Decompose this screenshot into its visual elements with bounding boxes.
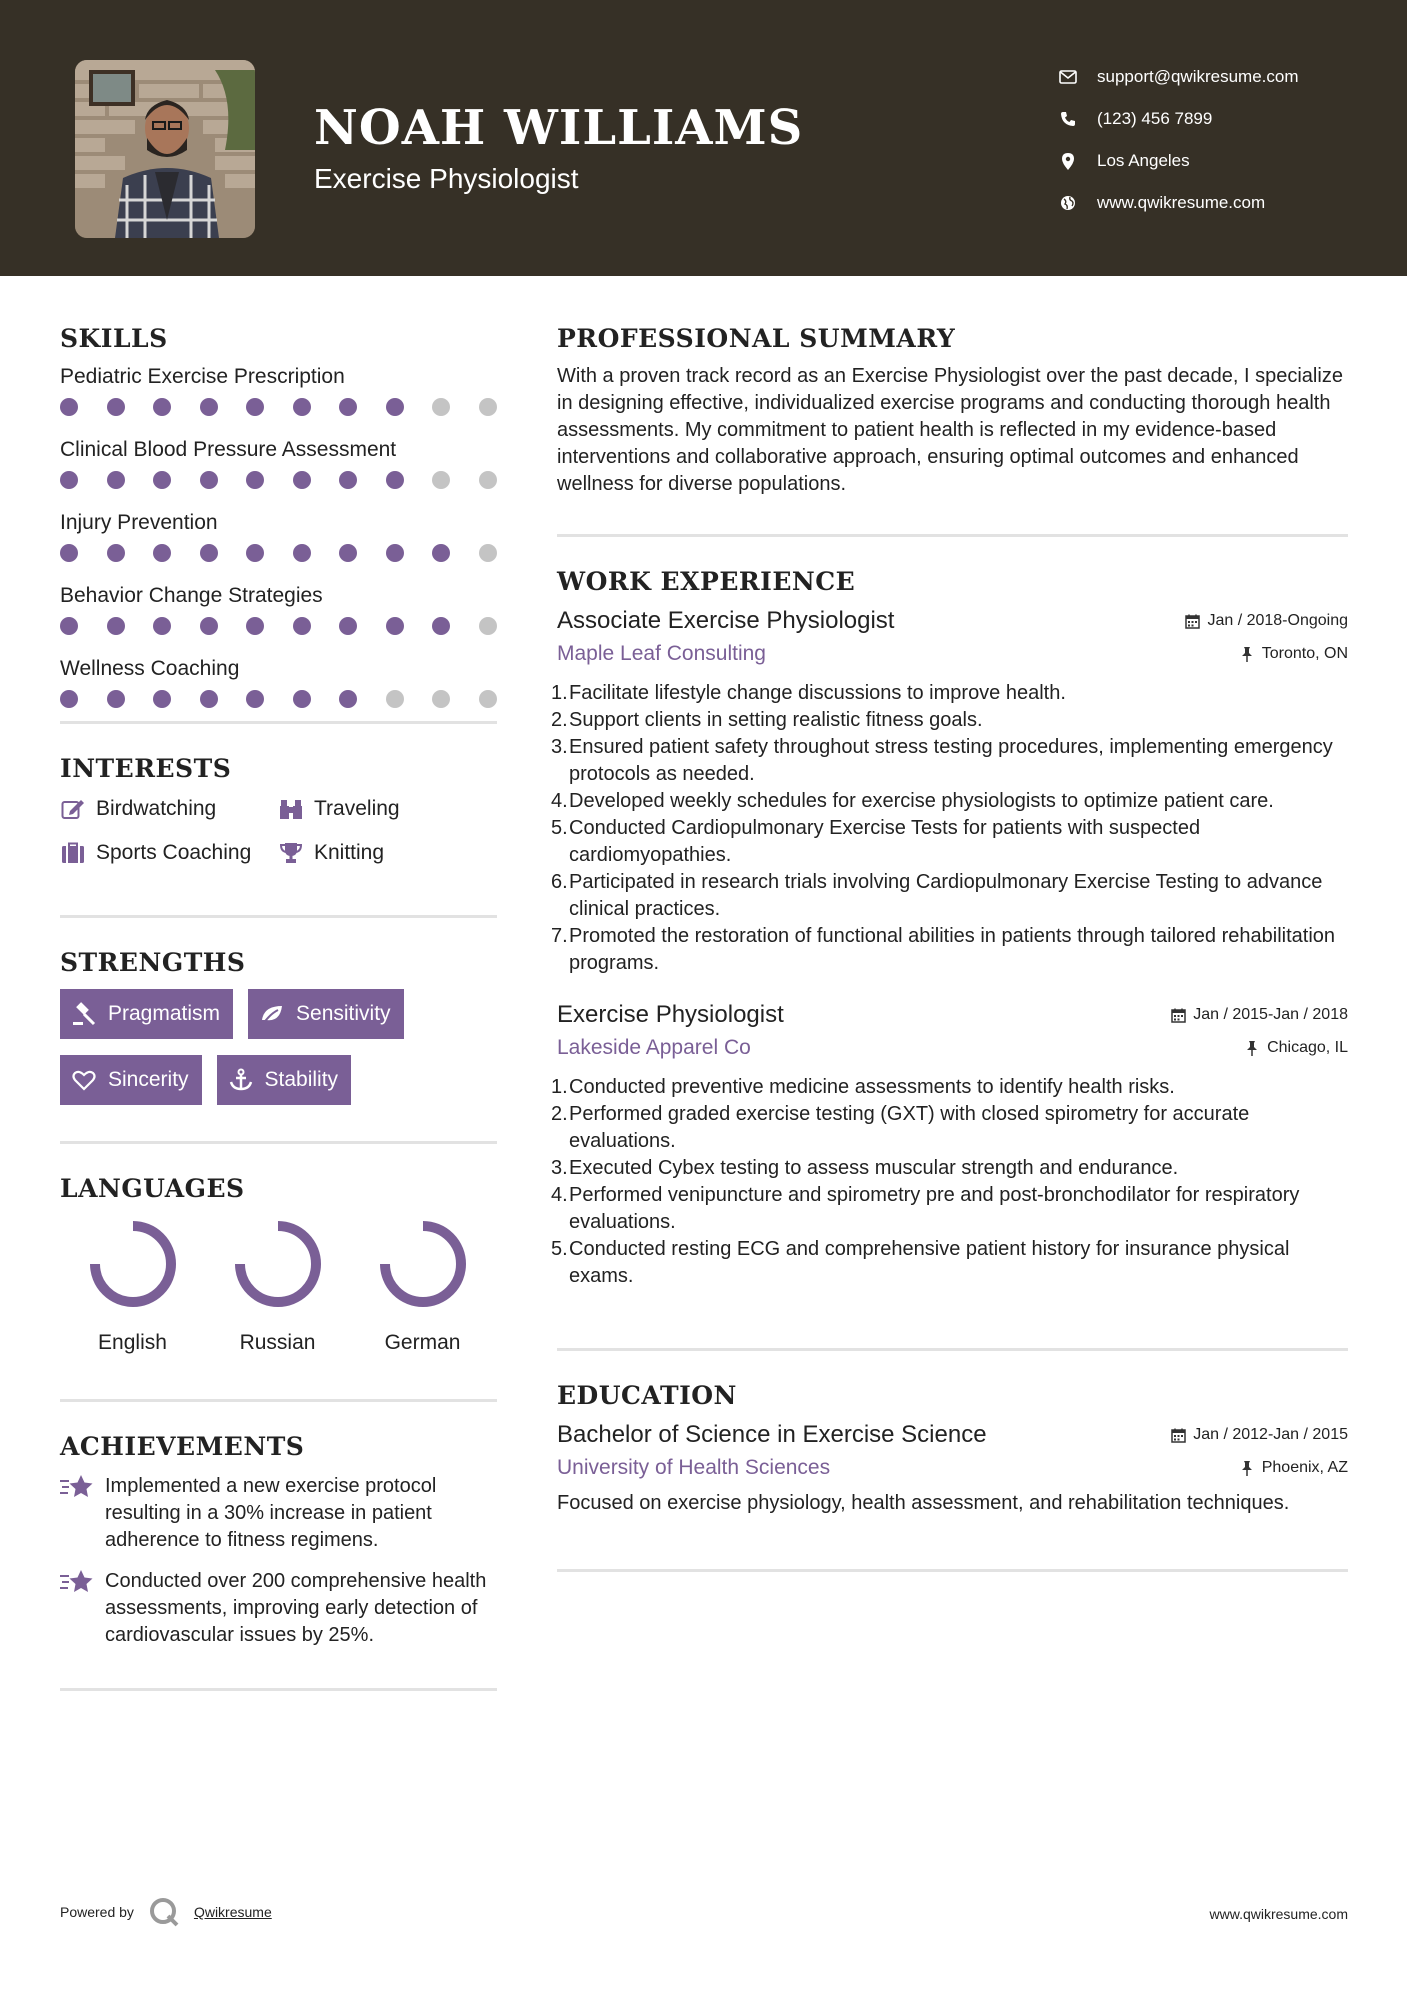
globe-icon	[1050, 195, 1086, 211]
skill-dot	[479, 617, 497, 635]
education-location	[1238, 1459, 1348, 1477]
phone-icon	[1050, 111, 1086, 127]
skill-dot	[479, 690, 497, 708]
candidate-role: Exercise Physiologist	[314, 163, 579, 194]
skill-dot	[60, 398, 78, 416]
skill-dot	[107, 544, 125, 562]
achievement-item	[60, 1568, 497, 1649]
skill-dot	[107, 398, 125, 416]
education-location-text: Phoenix, AZ	[1261, 1459, 1348, 1476]
skill-dot	[432, 690, 450, 708]
education-dates	[1169, 1426, 1348, 1444]
pushpin-icon	[1243, 1039, 1261, 1057]
contact-email-text: support@qwikresume.com	[1097, 67, 1299, 86]
job-entry	[551, 604, 1348, 977]
list-item: 1. Conducted preventive medicine assessments to identify health risks.	[551, 1076, 1175, 1098]
skill-dot	[293, 471, 311, 489]
list-item: 3. Executed Cybex testing to assess muscular strength and endurance.	[551, 1157, 1179, 1179]
leaf-icon	[260, 1002, 284, 1026]
job-entry	[551, 998, 1348, 1290]
contact-website-text: www.qwikresume.com	[1097, 193, 1266, 212]
qwikresume-link[interactable]: Qwikresume	[193, 1904, 272, 1920]
skill-dot	[293, 544, 311, 562]
company-name: Lakeside Apparel Co	[557, 1036, 751, 1059]
achievement-text: Implemented a new exercise protocol resulting in a 30% increase in patient adherence to fitness regimens.	[105, 1475, 437, 1551]
language-ring-arc	[240, 1226, 316, 1302]
interest-label: Birdwatching	[96, 797, 217, 820]
skill-item	[60, 508, 497, 581]
skill-dot	[107, 690, 125, 708]
skill-dot	[432, 398, 450, 416]
skill-dot	[153, 471, 171, 489]
interest-item	[60, 838, 278, 868]
qwikresume-logo-icon	[148, 1896, 180, 1928]
achievement-item	[60, 1473, 497, 1554]
language-ring-arc	[95, 1226, 171, 1302]
edit-icon	[60, 796, 86, 822]
footer-powered-by	[60, 1896, 272, 1928]
star-icon	[60, 1568, 94, 1596]
skill-dot	[386, 471, 404, 489]
job-dates	[1183, 612, 1348, 630]
school-name: University of Health Sciences	[557, 1456, 831, 1479]
language-name: Russian	[239, 1331, 316, 1354]
skill-dot	[153, 398, 171, 416]
education-dates-text: Jan / 2012-Jan / 2015	[1193, 1426, 1348, 1443]
calendar-icon	[1183, 612, 1201, 630]
job-location-text: Chicago, IL	[1267, 1039, 1348, 1056]
list-item: 5. Conducted resting ECG and comprehensive patient history for insurance physical exams.	[551, 1238, 1290, 1287]
skill-dot	[339, 690, 357, 708]
skill-dot	[386, 617, 404, 635]
star-icon	[60, 1473, 94, 1501]
strength-tag	[248, 989, 404, 1039]
education-description: Focused on exercise physiology, health assessment, and rehabilitation techniques.	[557, 1492, 1290, 1514]
skill-dot	[432, 544, 450, 562]
heart-icon	[72, 1068, 96, 1092]
strength-label: Sincerity	[108, 1068, 189, 1091]
skill-dot	[339, 544, 357, 562]
contact-email[interactable]	[1050, 56, 1380, 98]
skill-dot	[293, 690, 311, 708]
anchor-icon	[229, 1068, 253, 1092]
skill-dot	[479, 471, 497, 489]
skill-dot	[246, 617, 264, 635]
skill-dot	[339, 471, 357, 489]
job-dates-text: Jan / 2015-Jan / 2018	[1193, 1006, 1348, 1023]
job-location	[1243, 1039, 1348, 1057]
list-item: 2. Performed graded exercise testing (GXT) with closed spirometry for accurate evaluations.	[551, 1103, 1250, 1152]
skill-dot	[153, 690, 171, 708]
skills-title: SKILLS	[60, 324, 168, 353]
job-location	[1238, 645, 1348, 663]
language-ring	[88, 1219, 178, 1309]
job-title: Exercise Physiologist	[557, 1001, 784, 1028]
binoculars-icon	[278, 796, 304, 822]
strength-tag	[60, 989, 233, 1039]
skill-item	[60, 435, 497, 508]
skill-name: Pediatric Exercise Prescription	[60, 365, 345, 388]
candidate-name: NOAH WILLIAMS	[314, 100, 804, 156]
skill-dot	[386, 690, 404, 708]
contact-location	[1050, 140, 1380, 182]
trophy-icon	[278, 840, 304, 866]
strength-label: Stability	[264, 1068, 339, 1091]
skill-dot	[293, 398, 311, 416]
skill-dot	[200, 617, 218, 635]
interest-label: Sports Coaching	[96, 841, 252, 864]
language-item	[60, 1219, 205, 1355]
list-item: 2. Support clients in setting realistic fitness goals.	[551, 709, 983, 731]
strength-tag	[217, 1055, 352, 1105]
skill-dot	[339, 617, 357, 635]
language-ring	[233, 1219, 323, 1309]
skill-dot	[479, 398, 497, 416]
skill-item	[60, 581, 497, 654]
skill-item	[60, 654, 497, 716]
skill-dot	[60, 544, 78, 562]
experience-title: WORK EXPERIENCE	[557, 567, 856, 596]
skill-dot	[432, 471, 450, 489]
list-item: 4. Performed venipuncture and spirometry pre and post-bronchodilator for respiratory evaluations.	[551, 1184, 1300, 1233]
job-dates-text: Jan / 2018-Ongoing	[1207, 612, 1348, 629]
resume-header	[0, 0, 1407, 276]
footer-website[interactable]: www.qwikresume.com	[1209, 1906, 1348, 1922]
skill-rating	[60, 465, 497, 495]
skill-dot	[246, 690, 264, 708]
list-item: 3. Ensured patient safety throughout stress testing procedures, implementing emergency protocols as needed.	[551, 736, 1333, 785]
skill-name: Wellness Coaching	[60, 657, 240, 680]
envelope-icon	[1050, 70, 1086, 84]
skill-rating	[60, 611, 497, 641]
company-name: Maple Leaf Consulting	[557, 642, 766, 665]
skill-rating	[60, 538, 497, 568]
gavel-icon	[72, 1002, 96, 1026]
language-name: English	[98, 1331, 167, 1354]
skill-dot	[107, 617, 125, 635]
summary-title: PROFESSIONAL SUMMARY	[557, 324, 956, 353]
interests-list	[60, 794, 497, 868]
language-item	[350, 1219, 495, 1355]
contact-phone-text: (123) 456 7899	[1097, 109, 1213, 128]
contact-list	[1050, 56, 1380, 224]
skill-dot	[246, 398, 264, 416]
achievements-list	[60, 1473, 497, 1649]
skill-dot	[60, 617, 78, 635]
list-item: 6. Participated in research trials involving Cardiopulmonary Exercise Testing to advance clinical practices.	[551, 871, 1323, 920]
achievement-text: Conducted over 200 comprehensive health assessments, improving early detection of cardiovascular issues by 25%.	[105, 1570, 487, 1646]
education-entry	[557, 1418, 1348, 1517]
job-dates	[1169, 1006, 1348, 1024]
interests-title: INTERESTS	[60, 754, 232, 783]
left-column	[60, 276, 497, 1691]
skill-rating	[60, 684, 497, 714]
education-title: EDUCATION	[557, 1381, 737, 1410]
job-bullets	[551, 680, 1348, 977]
strength-tag	[60, 1055, 202, 1105]
skill-dot	[386, 398, 404, 416]
powered-by-label: Powered by	[60, 1904, 134, 1920]
pushpin-icon	[1238, 645, 1256, 663]
list-item: 7. Promoted the restoration of functional abilities in patients through tailored rehabilitation programs.	[551, 925, 1336, 974]
achievements-title: ACHIEVEMENTS	[60, 1432, 305, 1461]
briefcase-icon	[60, 840, 86, 866]
degree-title: Bachelor of Science in Exercise Science	[557, 1421, 987, 1448]
skill-rating	[60, 392, 497, 422]
skill-dot	[339, 398, 357, 416]
calendar-icon	[1169, 1006, 1187, 1024]
skill-dot	[200, 471, 218, 489]
strengths-list	[60, 989, 497, 1105]
section-divider	[60, 1688, 497, 1691]
skill-dot	[200, 398, 218, 416]
languages-title: LANGUAGES	[60, 1174, 245, 1203]
skill-dot	[60, 690, 78, 708]
skill-dot	[60, 471, 78, 489]
interest-label: Traveling	[314, 797, 400, 820]
interest-label: Knitting	[314, 841, 385, 864]
skill-dot	[153, 544, 171, 562]
language-name: German	[384, 1331, 461, 1354]
contact-phone[interactable]	[1050, 98, 1380, 140]
languages-list	[60, 1219, 497, 1355]
skill-dot	[386, 544, 404, 562]
job-title: Associate Exercise Physiologist	[557, 607, 895, 634]
contact-location-text: Los Angeles	[1097, 151, 1190, 170]
skill-dot	[200, 544, 218, 562]
skill-name: Behavior Change Strategies	[60, 584, 323, 607]
job-location-text: Toronto, ON	[1261, 645, 1348, 662]
skills-list	[60, 362, 497, 716]
list-item: 5. Conducted Cardiopulmonary Exercise Tests for patients with suspected cardiomyopathies.	[551, 817, 1201, 866]
interest-item	[278, 794, 497, 824]
skill-item	[60, 362, 497, 435]
map-pin-icon	[1050, 153, 1086, 170]
skill-dot	[293, 617, 311, 635]
skill-dot	[479, 544, 497, 562]
skill-dot	[107, 471, 125, 489]
contact-website[interactable]	[1050, 182, 1380, 224]
skill-dot	[246, 471, 264, 489]
calendar-icon	[1169, 1426, 1187, 1444]
profile-photo	[75, 60, 255, 238]
pushpin-icon	[1238, 1459, 1256, 1477]
skill-name: Injury Prevention	[60, 511, 218, 534]
strength-label: Sensitivity	[296, 1002, 391, 1025]
interest-item	[278, 838, 497, 868]
strengths-title: STRENGTHS	[60, 948, 246, 977]
right-column	[551, 276, 1348, 1572]
section-divider	[557, 1569, 1348, 1572]
list-item: 4. Developed weekly schedules for exercise physiologists to optimize patient care.	[551, 790, 1274, 812]
skill-dot	[246, 544, 264, 562]
strength-label: Pragmatism	[108, 1002, 221, 1025]
summary-text: With a proven track record as an Exercise Physiologist over the past decade, I specialize in designing effective, individualized exercise programs and conducting thorough health assessments. My commitment to patient health is reflected in my evidence-based interventions and collaborative approach, ensuring optimal outcomes and enhanced wellness for diverse populations.	[557, 365, 1343, 495]
skill-dot	[153, 617, 171, 635]
language-ring	[378, 1219, 468, 1309]
skill-name: Clinical Blood Pressure Assessment	[60, 438, 397, 461]
language-item	[205, 1219, 350, 1355]
list-item: 1. Facilitate lifestyle change discussions to improve health.	[551, 682, 1066, 704]
skill-dot	[432, 617, 450, 635]
interest-item	[60, 794, 278, 824]
language-ring-arc	[385, 1226, 461, 1302]
skill-dot	[200, 690, 218, 708]
job-bullets	[551, 1074, 1348, 1290]
